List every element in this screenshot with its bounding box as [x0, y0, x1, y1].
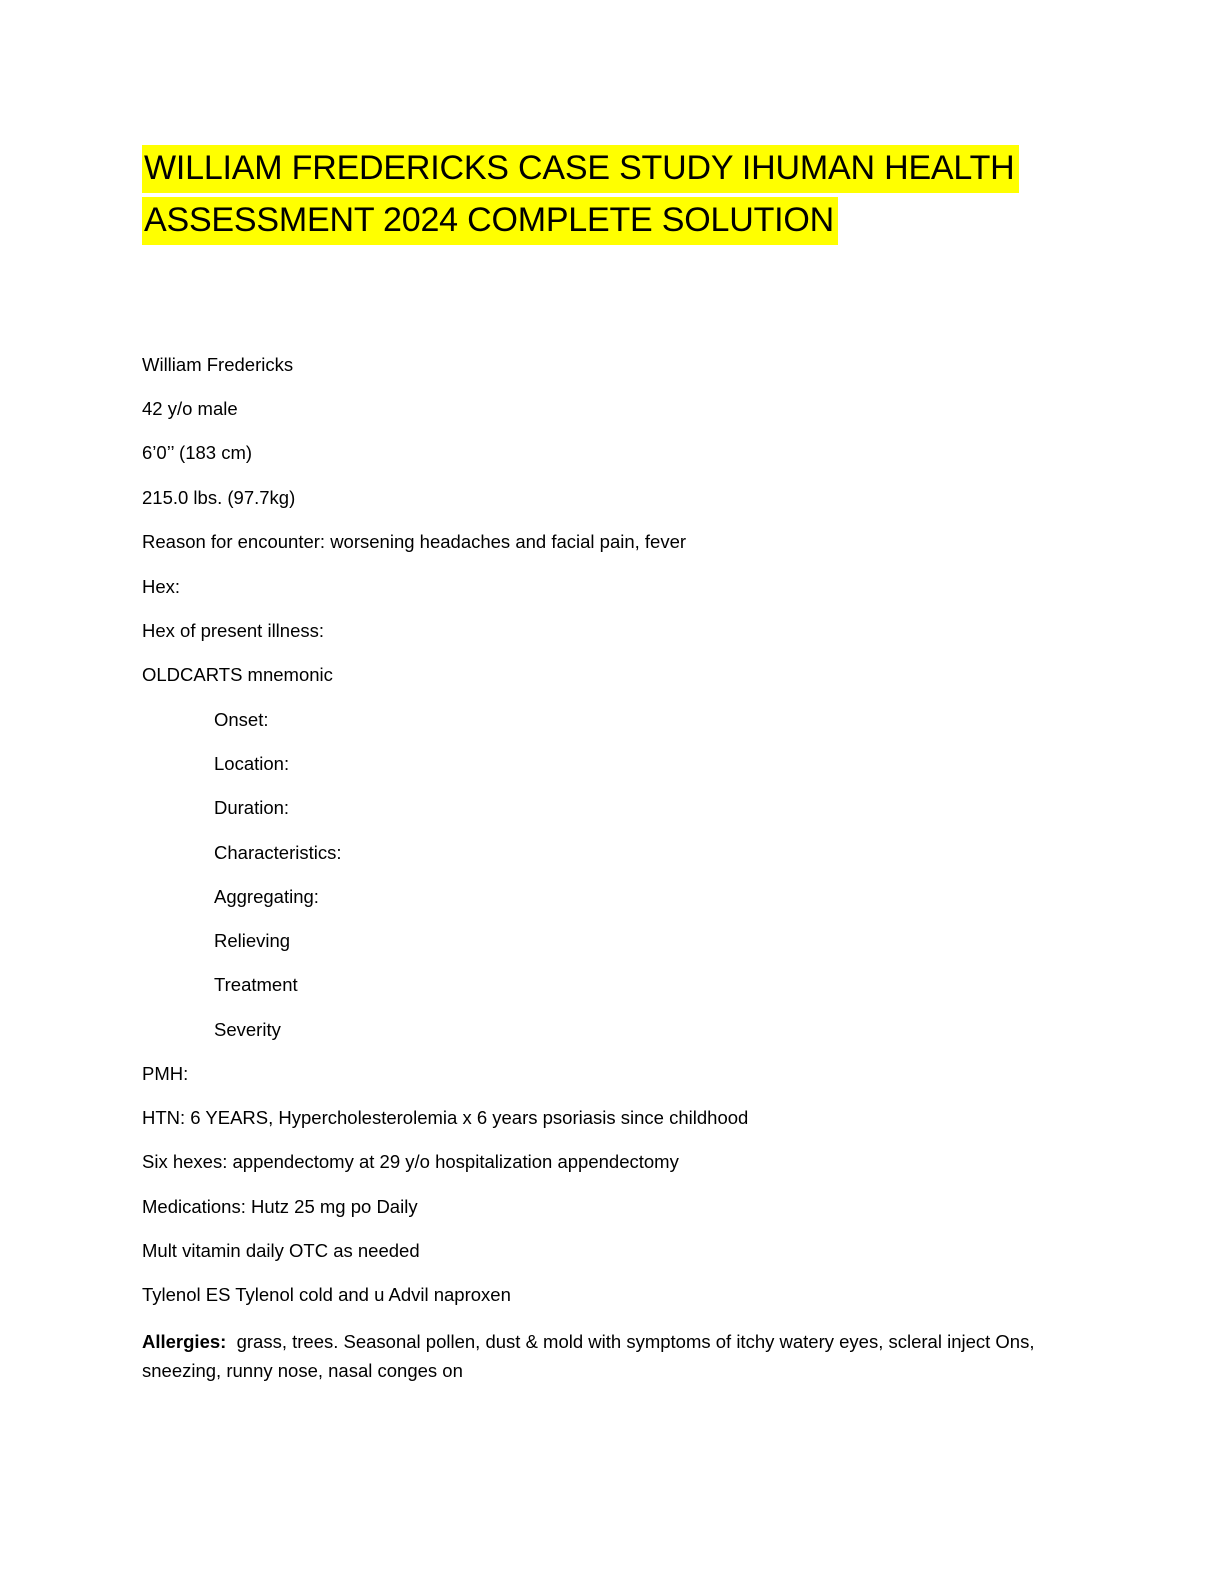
oldcarts-item: Duration:	[214, 797, 290, 818]
medications: Medications: Hutz 25 mg po Daily	[142, 1196, 418, 1217]
pmh-label: PMH:	[142, 1063, 189, 1084]
document-title	[142, 142, 1042, 246]
oldcarts-item: Relieving	[214, 930, 291, 951]
oldcarts-item: Aggregating:	[214, 886, 319, 907]
title-line-1: WILLIAM FREDERICKS CASE STUDY IHUMAN HEALTH	[142, 145, 1019, 193]
reason-for-encounter: Reason for encounter: worsening headaches and facial pain, fever	[142, 531, 687, 552]
oldcarts-mnemonic: OLDCARTS mnemonic	[142, 664, 333, 685]
patient-height: 6’0’’ (183 cm)	[142, 442, 253, 463]
pmh-conditions: HTN: 6 YEARS, Hypercholesterolemia x 6 years psoriasis since childhood	[142, 1107, 749, 1128]
hx-present-illness: Hex of present illness:	[142, 620, 325, 641]
multivitamin: Mult vitamin daily OTC as needed	[142, 1240, 420, 1261]
patient-weight: 215.0 lbs. (97.7kg)	[142, 487, 296, 508]
oldcarts-item: Characteristics:	[214, 842, 342, 863]
otc-medications: Tylenol ES Tylenol cold and u Advil naproxen	[142, 1284, 511, 1305]
allergies-label: Allergies:	[142, 1331, 227, 1352]
allergies	[142, 1327, 1062, 1385]
patient-name: William Fredericks	[142, 354, 294, 375]
oldcarts-item: Location:	[214, 753, 290, 774]
oldcarts-item: Onset:	[214, 709, 269, 730]
surgical-history: Six hexes: appendectomy at 29 y/o hospitalization appendectomy	[142, 1151, 679, 1172]
oldcarts-item: Severity	[214, 1019, 281, 1040]
oldcarts-item: Treatment	[214, 974, 298, 995]
allergies-text: grass, trees. Seasonal pollen, dust & mold with symptoms of itchy watery eyes, scleral inject Ons, sneezing, runny nose, nasal conges on	[142, 1331, 1035, 1381]
title-line-2: ASSESSMENT 2024 COMPLETE SOLUTION	[142, 197, 838, 245]
patient-age-sex: 42 y/o male	[142, 398, 238, 419]
hx-label: Hex:	[142, 576, 181, 597]
